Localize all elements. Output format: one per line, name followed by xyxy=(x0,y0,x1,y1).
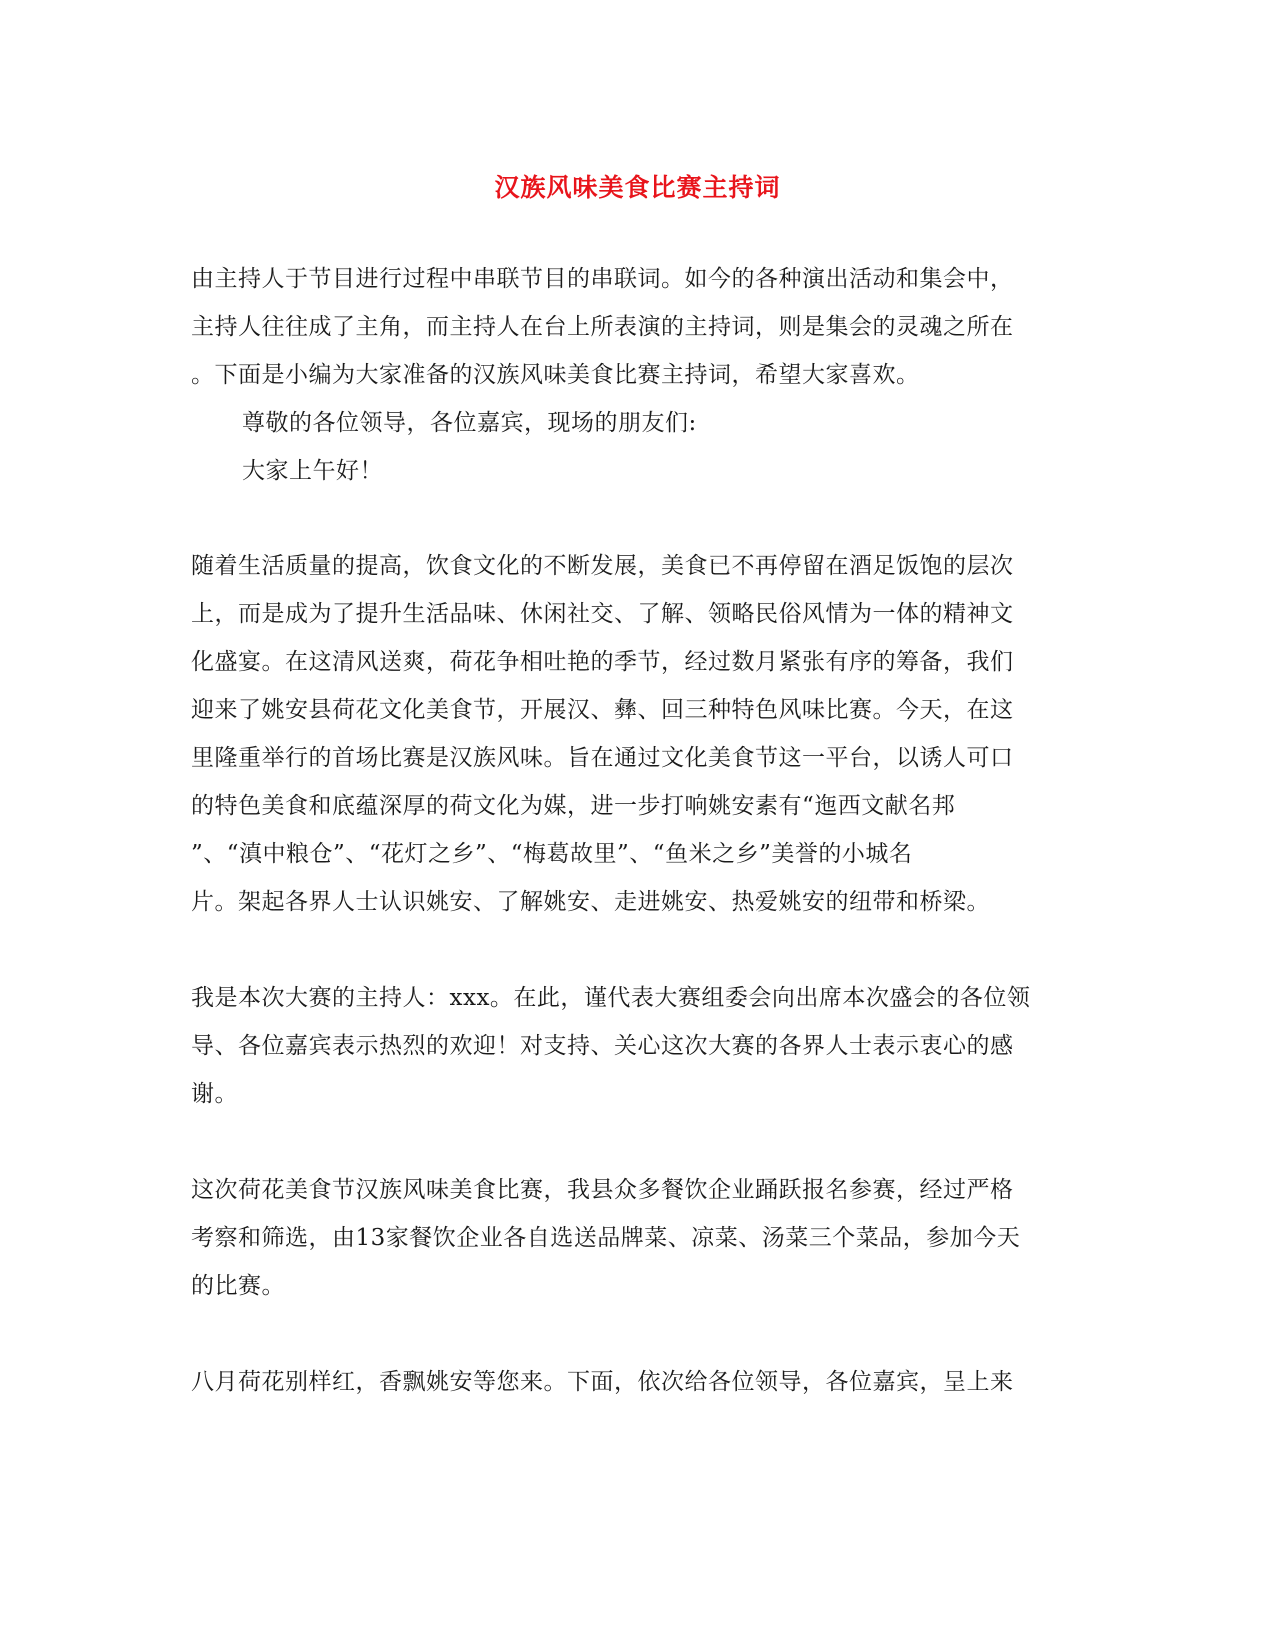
paragraph2-line-8: 片。架起各界人士认识姚安、了解姚安、走进姚安、热爱姚安的纽带和桥梁。 xyxy=(191,889,990,915)
paragraph1-line-2: 主持人往往成了主角，而主持人在台上所表演的主持词，则是集会的灵魂之所在 xyxy=(191,314,1014,340)
paragraph4-line-1: 这次荷花美食节汉族风味美食比赛，我县众多餐饮企业踊跃报名参赛，经过严格 xyxy=(191,1177,1014,1203)
paragraph3-line-1: 我是本次大赛的主持人：xxx。在此，谨代表大赛组委会向出席本次盛会的各位领 xyxy=(191,985,1031,1011)
paragraph2-line-6: 的特色美食和底蕴深厚的荷文化为媒，进一步打响姚安素有“迤西文献名邦 xyxy=(191,793,956,819)
paragraph1-line-3: 。下面是小编为大家准备的汉族风味美食比赛主持词，希望大家喜欢。 xyxy=(191,362,920,388)
paragraph2-line-5: 里隆重举行的首场比赛是汉族风味。旨在通过文化美食节这一平台，以诱人可口 xyxy=(191,745,1014,771)
paragraph2-line-1: 随着生活质量的提高，饮食文化的不断发展，美食已不再停留在酒足饭饱的层次 xyxy=(191,553,1014,579)
paragraph5-line-1: 八月荷花别样红，香飘姚安等您来。下面，依次给各位领导，各位嘉宾，呈上来 xyxy=(191,1369,1014,1395)
paragraph2-line-3: 化盛宴。在这清风送爽，荷花争相吐艳的季节，经过数月紧张有序的筹备，我们 xyxy=(191,649,1014,675)
paragraph2-line-4: 迎来了姚安县荷花文化美食节，开展汉、彝、回三种特色风味比赛。今天，在这 xyxy=(191,697,1014,723)
paragraph3-line-3: 谢。 xyxy=(191,1081,238,1107)
paragraph2-line-7: ”、“滇中粮仓”、“花灯之乡”、“梅葛故里”、“鱼米之乡”美誉的小城名 xyxy=(191,841,913,867)
paragraph2-line-2: 上，而是成为了提升生活品味、休闲社交、了解、领略民俗风情为一体的精神文 xyxy=(191,601,1014,627)
salutation-line: 大家上午好！ xyxy=(242,458,383,484)
greeting-line: 尊敬的各位领导，各位嘉宾，现场的朋友们: xyxy=(242,410,697,436)
paragraph1-line-1: 由主持人于节目进行过程中串联节目的串联词。如今的各种演出活动和集会中， xyxy=(191,266,1014,292)
paragraph4-line-3: 的比赛。 xyxy=(191,1273,285,1299)
paragraph4-line-2: 考察和筛选，由13家餐饮企业各自选送品牌菜、凉菜、汤菜三个菜品，参加今天 xyxy=(191,1225,1021,1251)
document-title: 汉族风味美食比赛主持词 xyxy=(494,173,781,202)
paragraph3-line-2: 导、各位嘉宾表示热烈的欢迎！对支持、关心这次大赛的各界人士表示衷心的感 xyxy=(191,1033,1014,1059)
